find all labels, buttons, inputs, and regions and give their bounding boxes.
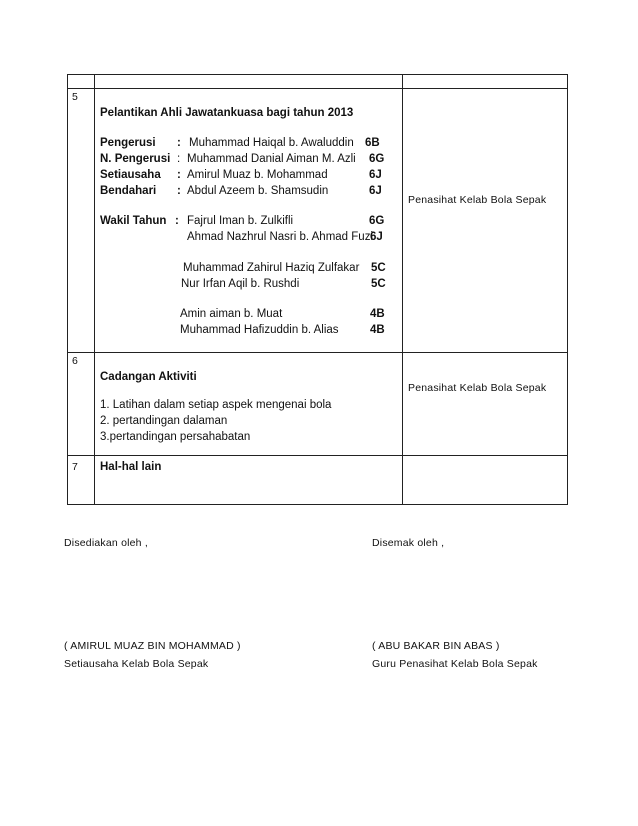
wakil-class: 5C [371,278,386,290]
checked-by-title: Guru Penasihat Kelab Bola Sepak [372,658,538,670]
wakil-name: Nur Irfan Aqil b. Rushdi [181,278,300,290]
responsible-person: Penasihat Kelab Bola Sepak [408,382,547,394]
responsible-person: Penasihat Kelab Bola Sepak [408,194,547,206]
officer-name: Muhammad Danial Aiman M. Azli [187,153,356,165]
prepared-by-title: Setiausaha Kelab Bola Sepak [64,658,209,670]
officer-role: Bendahari [100,185,157,197]
table-border-top [67,74,568,75]
officer-name: Muhammad Haiqal b. Awaluddin [189,137,354,149]
officer-separator: : [177,137,181,149]
officer-class: 6J [369,185,382,197]
table-row-divider [67,88,568,89]
row-number: 5 [72,91,79,103]
row-title: Hal-hal lain [100,461,162,473]
activity-item: 2. pertandingan dalaman [100,415,228,427]
table-border-left [67,74,68,505]
officer-role: Setiausaha [100,169,161,181]
row-title: Cadangan Aktiviti [100,371,197,383]
wakil-name: Muhammad Zahirul Haziq Zulfakar [183,262,360,274]
wakil-class: 6G [369,215,385,227]
prepared-by-label: Disediakan oleh , [64,537,148,549]
wakil-class: 4B [370,308,385,320]
table-column-divider [402,74,403,505]
officer-class: 6G [369,153,385,165]
officer-name: Amirul Muaz b. Mohammad [187,169,328,181]
row-number: 6 [72,355,79,367]
checked-by-name: ( ABU BAKAR BIN ABAS ) [372,640,500,652]
officer-separator: : [177,169,181,181]
wakil-name: Ahmad Nazhrul Nasri b. Ahmad Fuzi [187,231,373,243]
wakil-separator: : [175,215,179,227]
officer-class: 6J [369,169,382,181]
wakil-class: 6J [370,231,383,243]
prepared-by-name: ( AMIRUL MUAZ BIN MOHAMMAD ) [64,640,241,652]
row-title: Pelantikan Ahli Jawatankuasa bagi tahun 2013 [100,107,354,119]
table-column-divider [94,74,95,505]
officer-role: Pengerusi [100,137,156,149]
activity-item: 3.pertandingan persahabatan [100,431,251,443]
table-row-divider [67,352,568,353]
table-border-right [567,74,568,505]
officer-name: Abdul Azeem b. Shamsudin [187,185,329,197]
wakil-class: 5C [371,262,386,274]
wakil-name: Muhammad Hafizuddin b. Alias [180,324,339,336]
wakil-tahun-label: Wakil Tahun [100,215,167,227]
activity-item: 1. Latihan dalam setiap aspek mengenai bola [100,399,332,411]
table-border-bottom [67,504,568,505]
wakil-class: 4B [370,324,385,336]
row-number: 7 [72,461,79,473]
officer-separator: : [177,153,181,165]
wakil-name: Amin aiman b. Muat [180,308,283,320]
officer-role: N. Pengerusi [100,153,171,165]
checked-by-label: Disemak oleh , [372,537,445,549]
table-row-divider [67,455,568,456]
wakil-name: Fajrul Iman b. Zulkifli [187,215,294,227]
officer-class: 6B [365,137,380,149]
officer-separator: : [177,185,181,197]
